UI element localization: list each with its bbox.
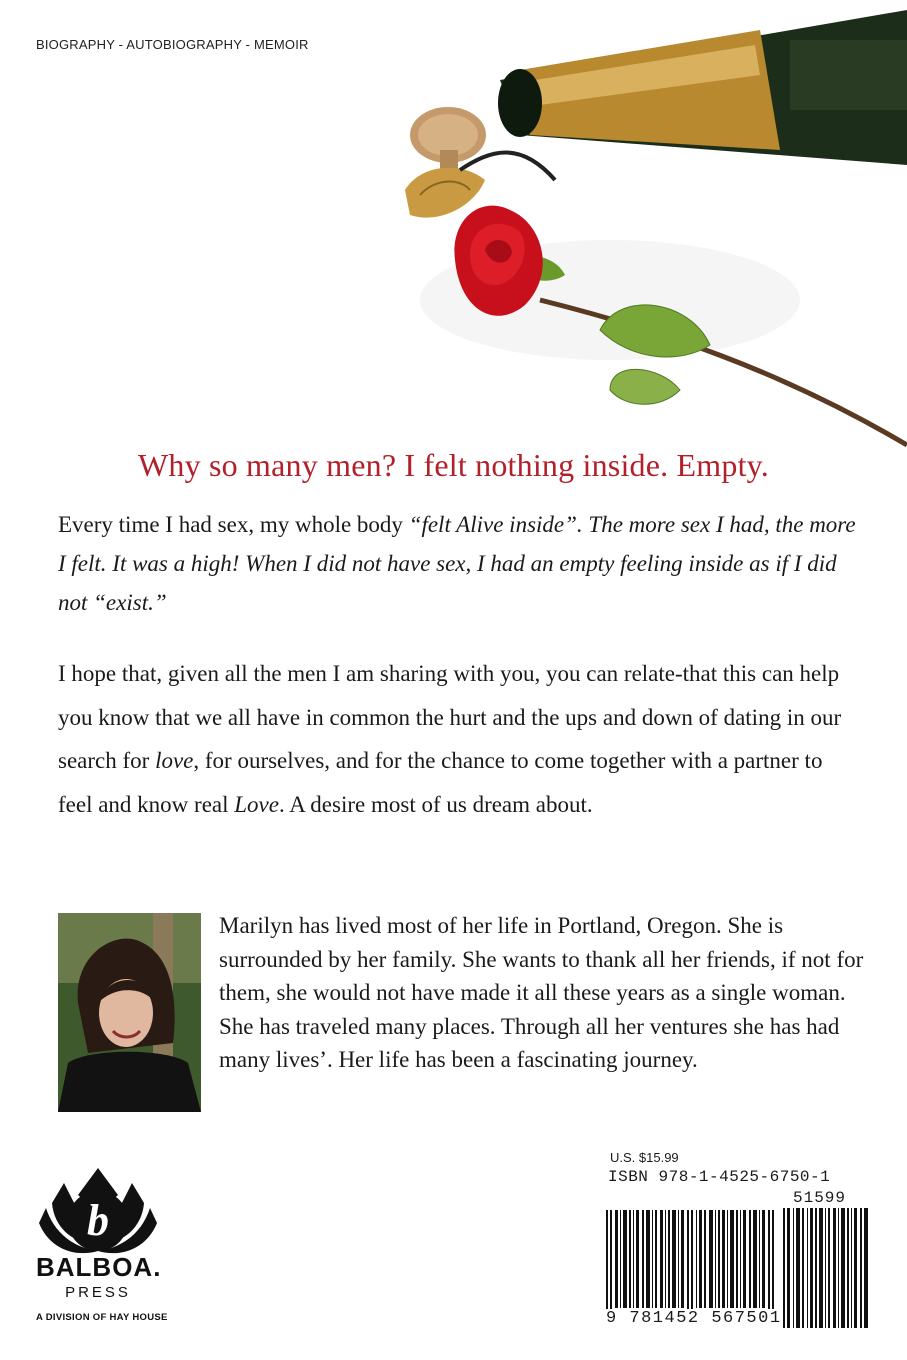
author-photo [58, 913, 201, 1112]
lotus-logo-icon [34, 1163, 184, 1333]
champagne-rose-image [360, 0, 907, 460]
love-emphasis-2: Love [234, 791, 279, 817]
isbn-barcode [606, 1210, 776, 1315]
intro-italic-text: “felt Alive inside”. The more sex I had, the more I felt. It was a high! When I did not have sex, I had an empty feeling inside as if I did not “exist.” [58, 512, 856, 615]
champagne-bottle [498, 10, 907, 165]
intro-paragraph [58, 505, 858, 622]
price-barcode [783, 1208, 869, 1328]
body-text-3: . A desire most of us dream about. [278, 791, 593, 817]
body-text-1: I hope that, given all the men I am sharing with you, you can relate-that this can help you know that we all have in common the hurt and the ups and down of dating in our search for [58, 661, 842, 773]
headline: Why so many men? I felt nothing inside. Empty. [137, 447, 769, 483]
publisher-name: BALBOA. [36, 1252, 162, 1282]
ean-digits: 9 781452 567501 [606, 1309, 782, 1328]
price-label: U.S. $15.99 [610, 1150, 679, 1165]
intro-text: Every time I had sex, my whole body [58, 512, 409, 537]
isbn-label: ISBN 978-1-4525-6750-1 [608, 1168, 831, 1186]
genre-label: BIOGRAPHY - AUTOBIOGRAPHY - MEMOIR [36, 37, 309, 52]
body-text-2: , for ourselves, and for the chance to come together with a partner to feel and know real [58, 748, 823, 817]
love-emphasis-1: love [155, 748, 194, 773]
logo-letter: b [87, 1196, 109, 1245]
publisher-sub: PRESS [65, 1284, 131, 1301]
author-bio: Marilyn has lived most of her life in Portland, Oregon. She is surrounded by her family. She wants to thank all her friends, if not for them, she would not have made it all these years as a single woman. She has traveled many places. Through all her ventures she has had many lives’. Her life has been a fascinating journey. [219, 913, 864, 1072]
price-code: 51599 [793, 1189, 847, 1207]
publisher-division: A DIVISION OF HAY HOUSE [36, 1312, 168, 1323]
body-paragraph [58, 652, 858, 826]
